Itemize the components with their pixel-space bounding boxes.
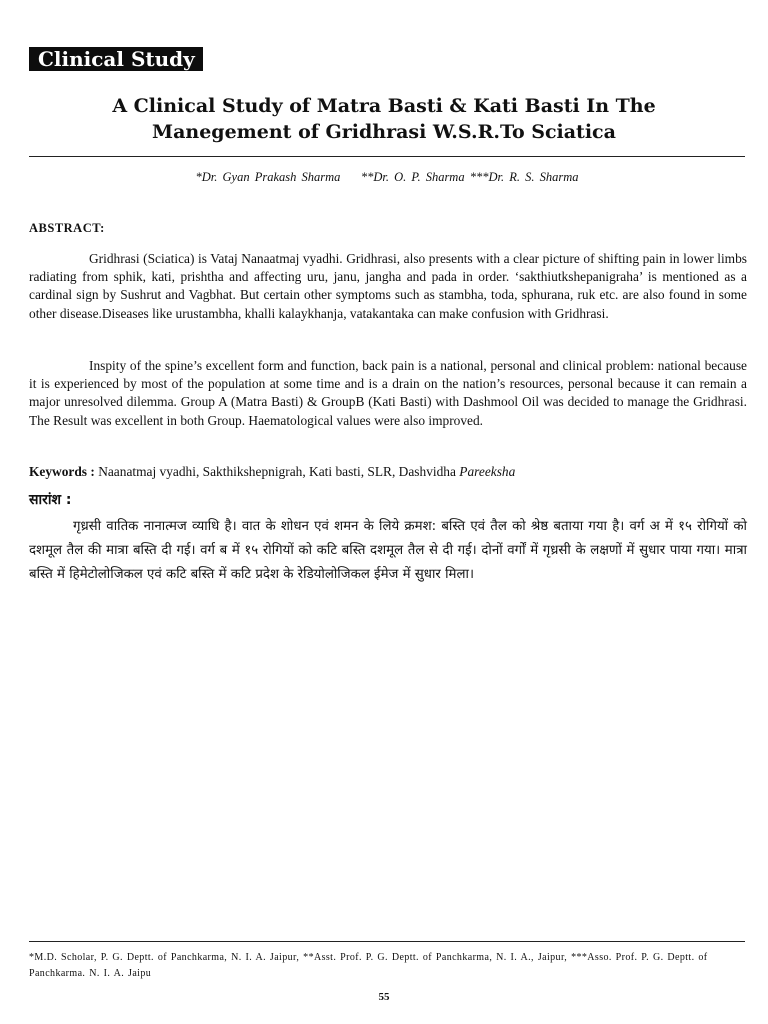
keywords-text: Naanatmaj vyadhi, Sakthikshepnigrah, Kati basti, SLR, Dashvidha: [98, 464, 460, 479]
hindi-abstract-paragraph: गृध्रसी वातिक नानात्मज व्याधि है। वात के शोधन एवं शमन के लिये क्रमश: बस्ति एवं तैल को श्रेष्ठ बताया गया है। वर्ग अ में १५ रोगियों को दशमूल तैल की मात्रा बस्ति दी गई। वर्ग ब में १५ रोगियों को कटि बस्ति दशमूल तैल से दी गई। दोनों वर्गों में गृध्रसी के लक्षणों में सुधार पाया गया। मात्रा बस्ति में हिमेटोलोजिकल एवं कटि बस्ति में कटि प्रदेश के रेडियोलोजिकल ईमेज में सुधार मिला।: [29, 519, 747, 582]
title-divider: [29, 156, 745, 157]
page-number: 55: [378, 991, 390, 1003]
footnote: *M.D. Scholar, P. G. Deptt. of Panchkarma, N. I. A. Jaipur, **Asst. Prof. P. G. Deptt. of Panchkarma, N. I. A., Jaipur, ***Asso. Prof. P. G. Deptt. of Panchkarma. N. I. A. Jaipu: [29, 952, 708, 979]
keywords-line: [29, 463, 747, 481]
footnote-divider: [29, 941, 745, 942]
title-line-2: Manegement of Gridhrasi W.S.R.To Sciatica: [152, 121, 616, 143]
abstract-heading: ABSTRACT:: [29, 221, 105, 235]
author-list: *Dr. Gyan Prakash Sharma **Dr. O. P. Sharma ***Dr. R. S. Sharma: [195, 170, 579, 184]
abstract-paragraph-2: Inspity of the spine’s excellent form and function, back pain is a national, personal and clinical problem: national because it is experienced by most of the population at some time and is a drain on the nation’s resources, personal because it can remain a major unresolved dilemma. Group A (Matra Basti) & GroupB (Kati Basti) with Dashmool Oil was decided to manage the Gridhrasi. The Result was excellent in both Group. Haematological values were also improved.: [29, 358, 747, 428]
keywords-italic: Pareeksha: [459, 464, 516, 479]
abstract-paragraph-1: Gridhrasi (Sciatica) is Vataj Nanaatmaj vyadhi. Gridhrasi, also presents with a clear picture of shifting pain in lower limbs radiating from sphik, kati, prishtha and affecting uru, janu, jangha and pada in order. ‘sakthiutkshepanigraha’ is mentioned as a cardinal sign by Sushrut and Vagbhat. But certain other symptoms such as stambha, toda, sphurana, ruk etc. are also found in some other disease.Diseases like urustambha, khalli kalaykhanja, vatakantaka can make confusion with Gridhrasi.: [29, 251, 747, 321]
article-title: [60, 93, 708, 145]
hindi-abstract-heading: सारांश :: [29, 492, 72, 508]
section-tag: Clinical Study: [29, 47, 203, 71]
keywords-label: Keywords :: [29, 464, 99, 479]
title-line-1: A Clinical Study of Matra Basti & Kati Basti In The: [112, 95, 656, 117]
